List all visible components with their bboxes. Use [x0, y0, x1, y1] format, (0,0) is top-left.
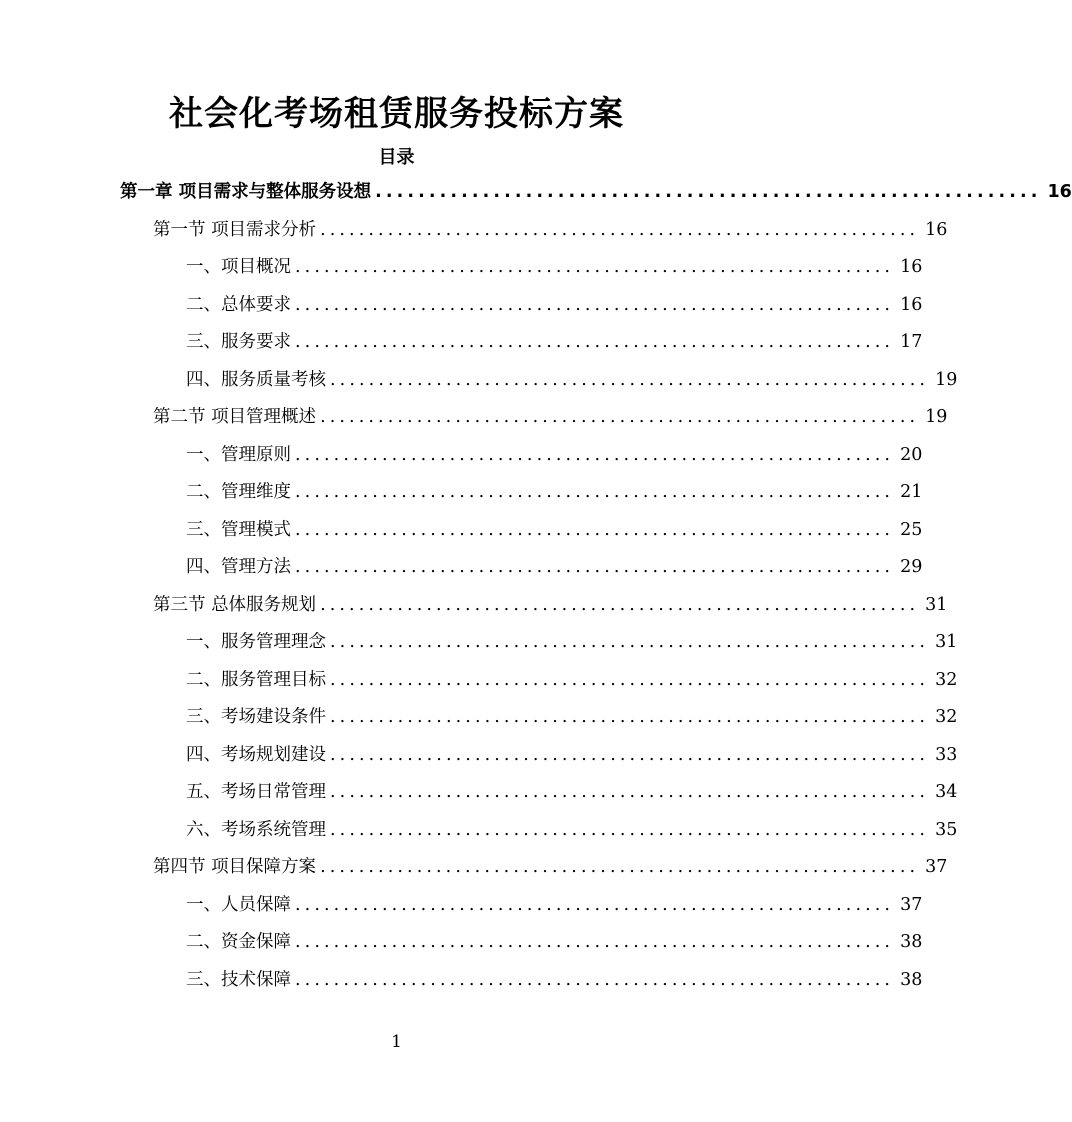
toc-entry-item[interactable] [186, 474, 923, 512]
toc-entry-item[interactable] [186, 249, 923, 287]
toc-entry-section[interactable] [153, 587, 948, 625]
toc-entry-label: 三、服务要求 [186, 332, 291, 352]
toc-entry-item[interactable] [186, 737, 958, 775]
toc-entry-page: 38 [900, 932, 923, 952]
dot-leader: .............................................................. [295, 969, 895, 990]
toc-entry-page: 32 [935, 669, 958, 690]
document-title: 社会化考场租赁服务投标方案 [169, 94, 624, 134]
toc-entry-section[interactable] [153, 849, 948, 887]
toc-entry-page: 31 [925, 594, 948, 615]
toc-entry-item[interactable] [186, 549, 923, 587]
toc-entry-label: 五、考场日常管理 [186, 782, 326, 802]
dot-leader: .............................................................. [320, 219, 920, 240]
toc-entry-label: 一、项目概况 [186, 257, 291, 277]
toc-entry-label: 第四节 项目保障方案 [153, 857, 317, 877]
toc-entry-label: 二、资金保障 [186, 932, 291, 952]
toc-entry-page: 16 [925, 219, 948, 240]
dot-leader: .............................................................. [295, 444, 895, 465]
dot-leader: .............................................................. [330, 819, 930, 840]
toc-entry-page: 29 [900, 557, 923, 577]
toc-entry-page: 21 [900, 482, 923, 502]
toc-entry-section[interactable] [153, 212, 948, 250]
toc-entry-label: 二、管理维度 [186, 482, 291, 502]
toc-entry-page: 20 [900, 444, 923, 465]
dot-leader: .............................................................. [330, 782, 930, 802]
page-number: 1 [391, 1032, 402, 1052]
toc-entry-page: 33 [935, 744, 958, 765]
dot-leader: .............................................................. [330, 669, 930, 690]
toc-entry-item[interactable] [186, 512, 923, 550]
dot-leader: .............................................................. [295, 894, 895, 915]
toc-entry-label: 第一章 项目需求与整体服务设想 [120, 182, 372, 202]
dot-leader: .............................................................. [295, 932, 895, 952]
toc-entry-label: 第一节 项目需求分析 [153, 219, 317, 240]
toc-entry-label: 一、服务管理理念 [186, 632, 326, 652]
toc-entry-item[interactable] [186, 812, 958, 850]
toc-entry-label: 第三节 总体服务规划 [153, 594, 317, 615]
toc-entry-label: 四、考场规划建设 [186, 744, 326, 765]
toc-entry-label: 一、人员保障 [186, 894, 291, 915]
toc-entry-page: 17 [900, 332, 923, 352]
toc-entry-page: 16 [900, 294, 923, 315]
toc-entry-page: 25 [900, 519, 923, 540]
dot-leader: .............................................................. [295, 332, 895, 352]
toc-entry-page: 35 [935, 819, 958, 840]
dot-leader: .............................................................. [320, 594, 920, 615]
toc-entry-page: 31 [935, 632, 958, 652]
dot-leader: .............................................................. [295, 519, 895, 540]
toc-entry-page: 34 [935, 782, 958, 802]
toc-entry-item[interactable] [186, 924, 923, 962]
toc-entry-label: 四、服务质量考核 [186, 369, 326, 390]
toc-entry-label: 二、总体要求 [186, 294, 291, 315]
toc-entry-chapter[interactable] [120, 174, 1072, 212]
toc-entry-label: 四、管理方法 [186, 557, 291, 577]
dot-leader: .............................................................. [320, 857, 920, 877]
toc-entry-page: 37 [925, 857, 948, 877]
toc-entry-item[interactable] [186, 437, 923, 475]
toc-entry-item[interactable] [186, 887, 923, 925]
toc-entry-label: 第二节 项目管理概述 [153, 407, 317, 427]
dot-leader: .............................................................. [320, 407, 920, 427]
dot-leader: .............................................................. [295, 557, 895, 577]
toc-entry-section[interactable] [153, 399, 948, 437]
toc-entry-page: 16 [1047, 182, 1072, 202]
toc-entry-item[interactable] [186, 662, 958, 700]
dot-leader: .............................................................. [330, 744, 930, 765]
toc-entry-label: 六、考场系统管理 [186, 819, 326, 840]
toc-entry-label: 三、技术保障 [186, 969, 291, 990]
toc-entry-page: 32 [935, 707, 958, 727]
toc-entry-item[interactable] [186, 287, 923, 325]
toc-entry-label: 三、考场建设条件 [186, 707, 326, 727]
dot-leader: .............................................................. [295, 482, 895, 502]
dot-leader: .............................................................. [330, 632, 930, 652]
toc-entry-item[interactable] [186, 624, 958, 662]
toc-entry-item[interactable] [186, 362, 958, 400]
toc-entry-item[interactable] [186, 699, 958, 737]
dot-leader: .............................................................. [375, 182, 1042, 202]
toc-entry-label: 二、服务管理目标 [186, 669, 326, 690]
toc-entry-page: 37 [900, 894, 923, 915]
toc-entry-item[interactable] [186, 962, 923, 1000]
toc-entry-page: 19 [925, 407, 948, 427]
toc-entry-page: 19 [935, 369, 958, 390]
dot-leader: .............................................................. [330, 369, 930, 390]
toc-heading: 目录 [378, 147, 415, 168]
toc-entry-page: 38 [900, 969, 923, 990]
toc-entry-page: 16 [900, 257, 923, 277]
dot-leader: .............................................................. [295, 257, 895, 277]
toc-entry-label: 一、管理原则 [186, 444, 291, 465]
toc-entry-label: 三、管理模式 [186, 519, 291, 540]
toc-entry-item[interactable] [186, 774, 958, 812]
dot-leader: .............................................................. [295, 294, 895, 315]
toc-entry-item[interactable] [186, 324, 923, 362]
dot-leader: .............................................................. [330, 707, 930, 727]
